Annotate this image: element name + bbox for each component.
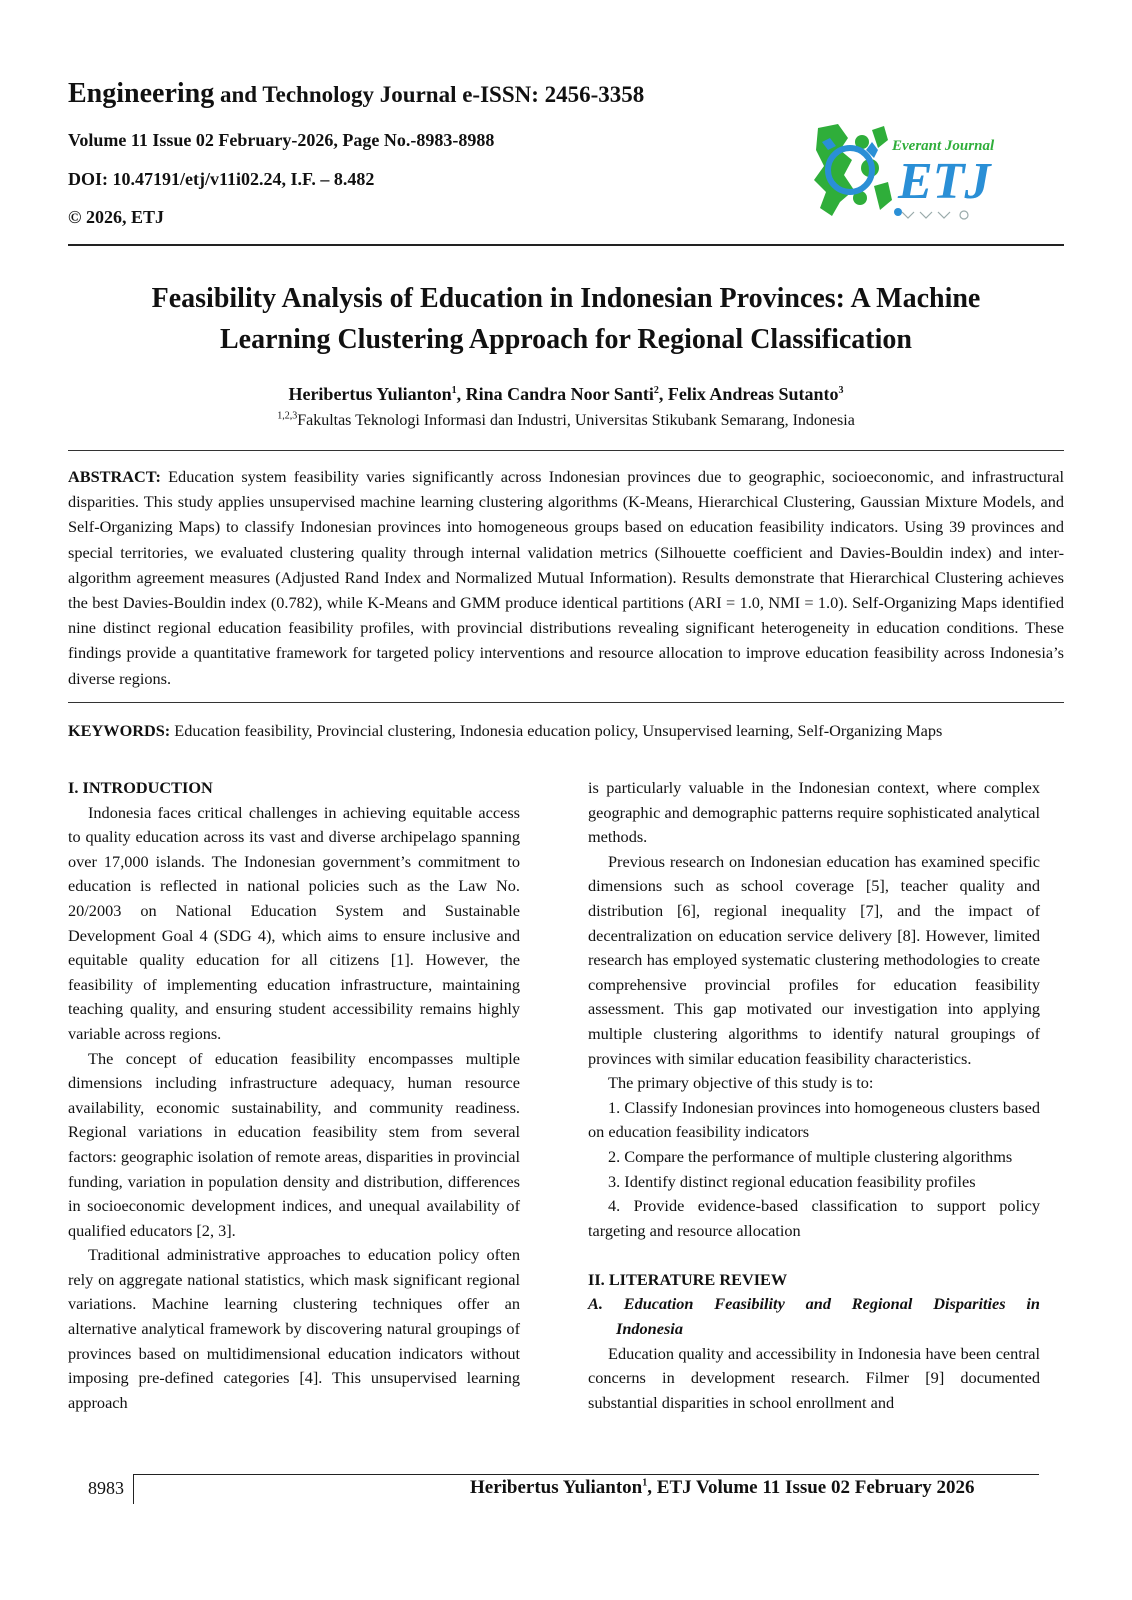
affiliation-text: Fakultas Teknologi Informasi dan Industri, Universitas Stikubank Semarang, Indonesia: [297, 412, 855, 429]
doi-line: DOI: 10.47191/etj/v11i02.24, I.F. – 8.482: [68, 169, 375, 189]
author-sup: 1: [451, 385, 457, 396]
section-heading-introduction: I. INTRODUCTION: [68, 778, 213, 797]
footer-divider: [133, 1474, 134, 1504]
author-sup: 2: [653, 385, 659, 396]
paper-title-line2: Learning Clustering Approach for Regional Classification: [219, 324, 912, 355]
author-list: Heribertus Yulianton$^1$, Rina Candra Noor Santi$^2$, Felix Andreas Sutanto$^3$: [288, 384, 844, 404]
footer-rule: [133, 1474, 1039, 1475]
paragraph: Education quality and accessibility in Indonesia have been central concerns in development research. Filmer [9] documented substantial disparities in school enrollment and: [588, 1343, 1040, 1412]
logo-caption: Everant Journal: [892, 138, 995, 154]
section-heading-literature-review: II. LITERATURE REVIEW: [588, 1269, 788, 1289]
paragraph: The concept of education feasibility encompasses multiple dimensions including infrastructure adequacy, human resource availability, economic sustainability, and community readiness. Regional variations in education feasibility stem from several factors: geographic isolation of remote areas, disparities in provincial funding, variation in population density and distribution, differences in socioeconomic development indices, and unequal availability of qualified educators [2, 3].: [68, 1048, 520, 1240]
right-column: [588, 776, 1040, 1415]
author-name: Felix Andreas Sutanto: [667, 384, 839, 404]
keywords-text: Education feasibility, Provincial clustering, Indonesia education policy, Unsupervised learning, Self-Organizing Maps: [170, 721, 943, 740]
page-number: 8983: [88, 1478, 124, 1498]
subsection-heading-line2: Indonesia: [616, 1319, 683, 1339]
author-name: Rina Candra Noor Santi: [465, 384, 654, 404]
left-column: [68, 776, 520, 1415]
journal-logo: [810, 120, 1025, 225]
footer-citation: [470, 1477, 975, 1499]
paper-title-line1: Feasibility Analysis of Education in Indonesian Provinces: A Machine: [151, 283, 981, 314]
journal-title-part2: and Technology Journal e-ISSN: 2456-3358: [214, 82, 645, 107]
spacer: [588, 1243, 1040, 1268]
objective-item: 2. Compare the performance of multiple clustering algorithms: [608, 1146, 1013, 1166]
author-sup: 3: [838, 385, 844, 396]
abstract-top-rule: [68, 450, 1064, 451]
subsection-heading-line1: A. Education Feasibility and Regional Disparities in: [588, 1294, 1040, 1314]
paragraph: is particularly valuable in the Indonesian context, where complex geographic and demographic patterns require sophisticated analytical methods.: [588, 778, 1040, 847]
logo-text: ETJ: [898, 153, 991, 210]
paper-title: [68, 278, 1064, 360]
header-rule: [68, 244, 1064, 246]
journal-title: [68, 80, 644, 108]
objective-item: 1. Classify Indonesian provinces into homogeneous clusters based on education feasibility indicators: [588, 1097, 1040, 1142]
subsection-heading: [588, 1292, 1040, 1341]
etj-logo-icon: [810, 120, 1025, 225]
author-name: Heribertus Yulianton: [288, 384, 452, 404]
copyright-line: © 2026, ETJ: [68, 207, 164, 227]
objective-intro: The primary objective of this study is to:: [608, 1073, 874, 1093]
affiliation-sup: 1,2,3: [277, 410, 298, 422]
paragraph: Indonesia faces critical challenges in achieving equitable access to quality education across its vast and diverse archipelago spanning over 17,000 islands. The Indonesian government’s commitment to education is reflected in national policies such as the Law No. 20/2003 on National Education System and Sustainable Development Goal 4 (SDG 4), which aims to ensure inclusive and equitable quality education for all citizens [1]. However, the feasibility of implementing education infrastructure, maintaining teaching quality, and ensuring student accessibility remains highly variable across regions.: [68, 802, 520, 1043]
objective-item: 3. Identify distinct regional education feasibility profiles: [608, 1171, 976, 1191]
paragraph: Traditional administrative approaches to education policy often rely on aggregate national statistics, which mask significant regional variations. Machine learning clustering techniques offer an alternative analytical framework by discovering natural groupings of provinces based on multidimensional education indicators without imposing pre-defined categories [4]. This unsupervised learning approach: [68, 1245, 520, 1412]
affiliation: [68, 412, 1064, 430]
keywords: [68, 718, 1064, 743]
keywords-label: KEYWORDS:: [68, 721, 171, 740]
abstract-bottom-rule: [68, 702, 1064, 703]
footer-citation-text: , ETJ Volume 11 Issue 02 February 2026: [647, 1477, 975, 1498]
paragraph: Previous research on Indonesian education has examined specific dimensions such as school coverage [5], teacher quality and distribution [6], regional inequality [7], and the impact of decentralization on education service delivery [8]. However, limited research has employed systematic clustering methodologies to create comprehensive provincial profiles for education feasibility assessment. This gap motivated our investigation into applying multiple clustering algorithms to identify natural groupings of provinces with similar education feasibility characteristics.: [588, 851, 1040, 1068]
journal-title-part1: Engineering: [68, 78, 215, 109]
abstract-label: ABSTRACT:: [68, 467, 161, 486]
abstract-text: Education system feasibility varies significantly across Indonesian provinces due to geographic, socioeconomic, and infrastructural disparities. This study applies unsupervised machine learning clustering algorithms (K-Means, Hierarchical Clustering, Gaussian Mixture Models, and Self-Organizing Maps) to classify Indonesian provinces into homogeneous groups based on education feasibility indicators. Using 39 provinces and special territories, we evaluated clustering quality through internal validation metrics (Silhouette coefficient and Davies-Bouldin index) and inter-algorithm agreement measures (Adjusted Rand Index and Normalized Mutual Information). Results demonstrate that Hierarchical Clustering achieves the best Davies-Bouldin index (0.782), while K-Means and GMM produce identical partitions (ARI = 1.0, NMI = 1.0). Self-Organizing Maps identified nine distinct regional education feasibility profiles, with provincial distributions revealing significant heterogeneity in education conditions. These findings provide a quantitative framework for targeted policy interventions and resource allocation to improve education feasibility across Indonesia’s diverse regions.: [68, 467, 1064, 688]
footer-author-sup: 1: [642, 1477, 648, 1489]
volume-line: Volume 11 Issue 02 February-2026, Page No.-8983-8988: [68, 130, 495, 150]
objective-item: 4. Provide evidence-based classification to support policy targeting and resource allocation: [588, 1196, 1040, 1240]
footer-author: Heribertus Yulianton: [470, 1477, 643, 1498]
abstract: [68, 464, 1064, 691]
